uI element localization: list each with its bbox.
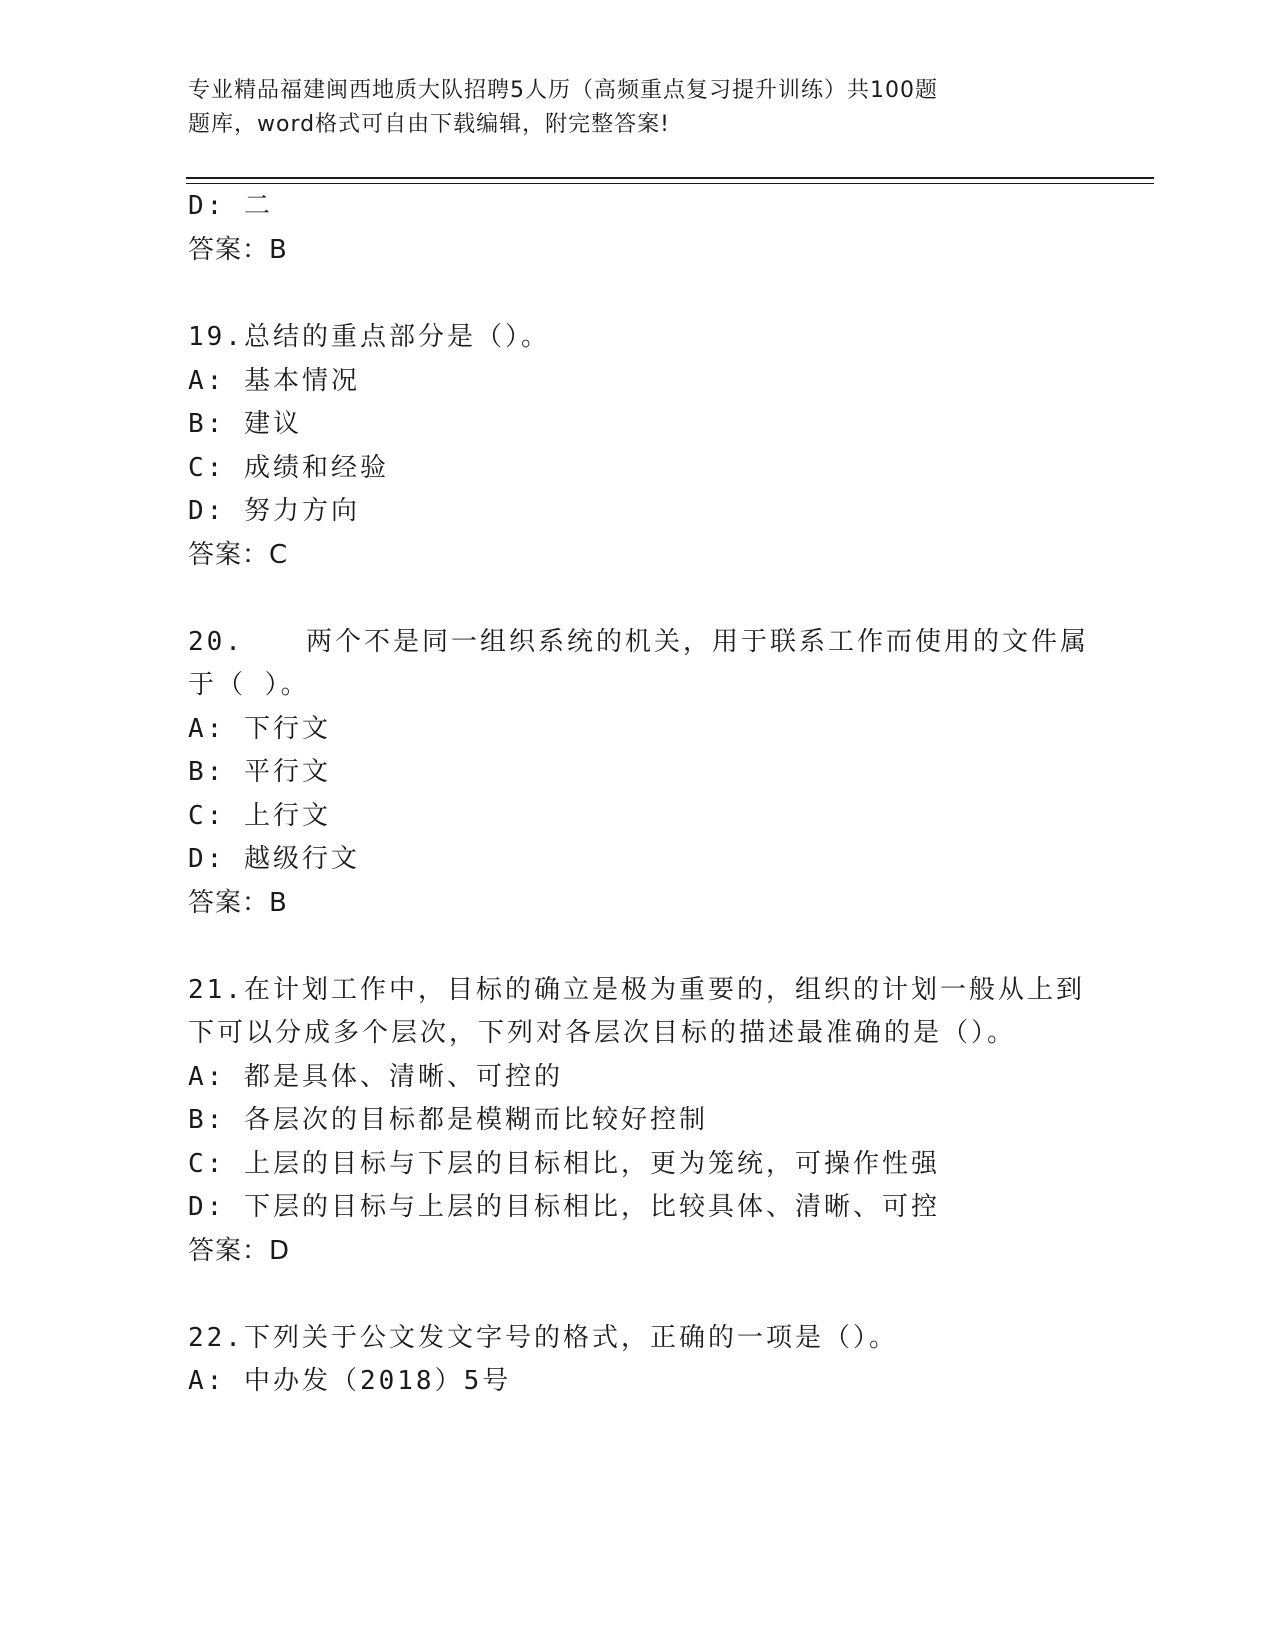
q20-stem-line-2: 于（ ）。 [188,670,310,700]
q21-stem-line-1: 21.在计划工作中，目标的确立是极为重要的，组织的计划一般从上到 [188,975,1085,1005]
q19-option-d: D: 努力方向 [188,496,360,526]
q18-option-d: D: 二 [188,191,273,221]
q21-answer: 答案：D [188,1236,291,1266]
q21-stem-line-2: 下可以分成多个层次，下列对各层次目标的描述最准确的是（）。 [188,1018,1017,1048]
q20-option-b: B: 平行文 [188,757,331,787]
q20-number: 20. [188,627,244,657]
q20-answer: 答案：B [188,888,288,918]
header-divider-thick [186,177,1154,179]
q19-option-a: A: 基本情况 [188,366,360,396]
document-header [188,74,1048,142]
q18-answer: 答案：B [188,235,288,265]
q20-option-a: A: 下行文 [188,714,331,744]
q21-option-d: D: 下层的目标与上层的目标相比，比较具体、清晰、可控 [188,1192,940,1222]
q19-answer: 答案：C [188,540,289,570]
header-divider-thin [186,183,1154,184]
q19-option-c: C: 成绩和经验 [188,453,389,483]
q22-stem: 22.下列关于公文发文字号的格式，正确的一项是（）。 [188,1323,898,1353]
q19-stem: 19.总结的重点部分是（）。 [188,322,550,352]
q19-option-b: B: 建议 [188,409,302,439]
q20-option-c: C: 上行文 [188,801,331,831]
q21-option-b: B: 各层次的目标都是模糊而比较好控制 [188,1105,708,1135]
q21-option-c: C: 上层的目标与下层的目标相比，更为笼统，可操作性强 [188,1149,940,1179]
q20-option-d: D: 越级行文 [188,844,360,874]
q20-stem-line-1 [188,625,1089,659]
header-title-line-2: 题库，word格式可自由下载编辑，附完整答案! [188,112,670,137]
q22-option-a: A: 中办发（2018）5号 [188,1366,512,1396]
q21-option-a: A: 都是具体、清晰、可控的 [188,1062,563,1092]
header-title-line-1: 专业精品福建闽西地质大队招聘5人历（高频重点复习提升训练）共100题 [188,78,938,103]
q20-stem-text: 两个不是同一组织系统的机关，用于联系工作而使用的文件属 [305,627,1089,657]
